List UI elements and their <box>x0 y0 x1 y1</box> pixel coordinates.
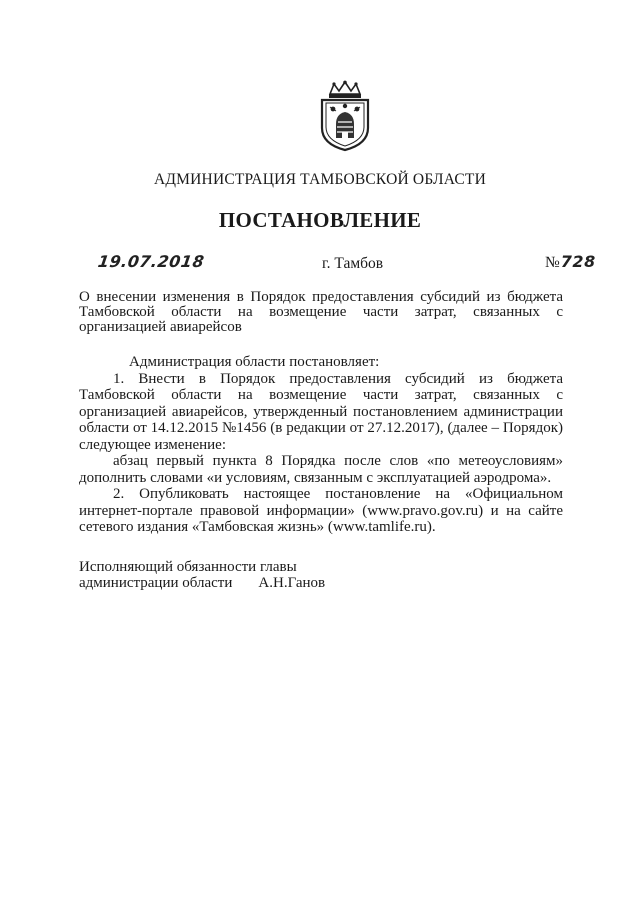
document-number <box>545 252 596 272</box>
document-city: г. Тамбов <box>322 255 384 272</box>
document-subject: О внесении изменения в Порядок предоставления субсидий из бюджета Тамбовской области на возмещение части затрат, связанных с организацией авиарейсов <box>79 289 563 335</box>
organization-name: АДМИНИСТРАЦИЯ ТАМБОВСКОЙ ОБЛАСТИ <box>154 171 486 188</box>
signer-name: А.Н.Ганов <box>258 574 326 591</box>
document-date: 19.07.2018 <box>96 252 206 271</box>
number-sign: № <box>545 254 560 271</box>
tambov-coat-of-arms-icon <box>316 80 374 152</box>
signature-block <box>79 560 325 591</box>
item-1-paragraph: 1. Внести в Порядок предоставления субсидий из бюджета Тамбовской области на возмещение части затрат, связанных с организацией авиарейсов, утвержденный постановлением администрации области от 14.12.2015 №1456 (в редакции от 27.12.2017), (далее – Порядок) следующее изменение: <box>79 370 563 453</box>
document-body <box>79 354 563 536</box>
intro-paragraph: Администрация области постановляет: <box>129 354 380 370</box>
item-1-sub-paragraph: абзац первый пункта 8 Порядка после слов «по метеоусловиям» дополнить словами «и условиям, связанным с эксплуатацией аэродрома». <box>79 453 563 486</box>
signer-position-line-2 <box>79 576 325 592</box>
number-value: 728 <box>560 252 596 271</box>
item-2-paragraph: 2. Опубликовать настоящее постановление на «Официальном интернет-портале правовой информации» (www.pravo.gov.ru) и на сайте сетевого издания «Тамбовская жизнь» (www.tamlife.ru). <box>79 486 563 535</box>
signer-position-line-1: Исполняющий обязанности главы <box>79 559 297 575</box>
signer-position-text: администрации области <box>79 574 233 591</box>
document-title: ПОСТАНОВЛЕНИЕ <box>218 208 422 232</box>
